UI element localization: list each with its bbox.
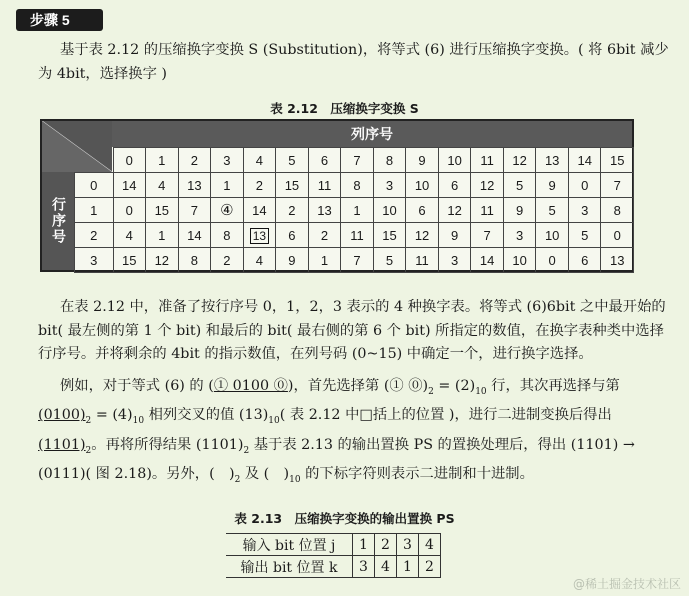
s-box-cell	[536, 198, 569, 223]
s-box-value: 10	[544, 227, 560, 243]
s-box-value: 14	[187, 227, 202, 243]
s-box-cell	[211, 173, 244, 198]
s-box-cell	[308, 198, 341, 223]
s-box-cell	[503, 198, 536, 223]
s-box-cell	[308, 223, 341, 248]
s-box-cell	[341, 223, 374, 248]
column-number: 15	[601, 148, 634, 173]
ps-value: 3	[353, 556, 375, 578]
s-box-cell	[146, 173, 179, 198]
s-box-value: 15	[382, 227, 397, 243]
s-box-cell	[146, 198, 179, 223]
s-box-value: 12	[154, 252, 170, 268]
s-box-cell	[568, 198, 601, 223]
s-box-cell	[341, 198, 374, 223]
s-box-value: 1	[353, 202, 361, 218]
s-box-value: 9	[516, 202, 524, 218]
s-box-value: 13	[610, 252, 625, 268]
s-box-value: 3	[516, 227, 524, 243]
s-box-value: 8	[613, 202, 621, 218]
s-box-value: 11	[480, 202, 494, 218]
s-box-cell	[113, 248, 146, 273]
s-box-cell	[276, 198, 309, 223]
s-box-value: 8	[190, 252, 198, 268]
s-box-cell	[341, 173, 374, 198]
s-box-cell	[178, 173, 211, 198]
column-number: 12	[503, 148, 536, 173]
s-box-cell	[406, 173, 439, 198]
s-box-cell	[471, 248, 504, 273]
s-box-value: 15	[122, 252, 137, 268]
s-box-cell	[503, 223, 536, 248]
s-box-value: 0	[581, 177, 589, 193]
column-header-band: 列序号	[112, 121, 632, 147]
step-badge: 步骤 5	[16, 9, 103, 31]
s-box-row	[75, 173, 634, 198]
s-box-cell	[146, 223, 179, 248]
row-header-band	[42, 172, 74, 270]
ex-i: ( 表 2.12 中□括上的位置 )，进行二进制变换后得出	[279, 407, 612, 424]
s-box-value: 13	[187, 177, 202, 193]
row-number: 2	[75, 223, 114, 248]
s-box-value: 6	[288, 227, 296, 243]
ps-value: 4	[419, 534, 441, 556]
s-box-cell	[308, 173, 341, 198]
s-box-value: ④	[220, 202, 234, 219]
s-box-cell	[308, 248, 341, 273]
column-number: 3	[211, 148, 244, 173]
ex-h: 相列交叉的值 (13)	[144, 407, 269, 424]
ex-sub: 10	[289, 474, 301, 485]
s-box-cell	[471, 198, 504, 223]
s-box-value: 6	[450, 177, 459, 193]
ps-value: 2	[375, 534, 397, 556]
s-box-value: 14	[122, 177, 137, 193]
ps-row-label: 输入 bit 位置 j	[226, 534, 353, 556]
s-box-cell	[243, 198, 276, 223]
s-box-cell	[536, 248, 569, 273]
s-box-value: 10	[414, 177, 430, 193]
s-box-value: 13	[317, 202, 332, 218]
s-box-cell	[243, 248, 276, 273]
s-box-value: 11	[415, 252, 429, 268]
explanation-paragraph: 在表 2.12 中，准备了按行序号 0，1，2，3 表示的 4 种换字表。将等式 (6)6bit 之中最开始的 bit( 最左侧的第 1 个 bit) 和最后的 bit( 最右侧的第 6 个 bit) 所指定的数值，在换字表种类中选择行序号。并将剩余的 4bit 的指示数值，在列号码 (0~15) 中确定一个，进行换字选择。	[38, 299, 666, 362]
watermark: @稀土掘金技术社区	[572, 577, 681, 591]
column-number: 10	[438, 148, 471, 173]
s-box-cell	[568, 173, 601, 198]
row-header-label: 行序号	[50, 197, 66, 245]
ex-b: ① 0100 ⓪	[213, 378, 288, 394]
s-box-value: 5	[548, 202, 556, 218]
ps-row	[226, 556, 441, 578]
s-box-cell	[211, 248, 244, 273]
s-box-value: 0	[125, 202, 133, 218]
s-box-value: 3	[385, 177, 394, 193]
s-box-value: 7	[613, 177, 621, 193]
grid-corner-cell	[75, 148, 114, 173]
s-box-value: 8	[223, 227, 231, 243]
example-paragraph	[38, 375, 670, 492]
ps-value: 1	[353, 534, 375, 556]
ex-sub: 10	[268, 416, 280, 427]
ex-n: 的下标字符则表示二进制和十进制。	[300, 466, 534, 483]
column-number: 5	[276, 148, 309, 173]
s-box-value: 0	[613, 227, 621, 243]
column-number: 8	[373, 148, 406, 173]
s-box-cell	[211, 198, 244, 223]
s-box-cell	[178, 223, 211, 248]
ex-a: 例如，对于等式 (6) 的 (	[60, 378, 214, 394]
s-box-value: 11	[350, 227, 364, 243]
s-box-cell	[211, 223, 244, 248]
s-box-grid	[74, 147, 634, 273]
s-box-value: 2	[320, 227, 329, 243]
s-box-value: 6	[581, 252, 589, 268]
ex-sub: 2	[85, 445, 92, 456]
ex-sub: 10	[132, 416, 145, 427]
row-number: 1	[75, 198, 114, 223]
ex-k: 。再将所得结果 (1101)	[91, 436, 244, 453]
ex-c: )，首先选择第 (① ⓪)	[287, 378, 429, 394]
s-box-cell	[438, 173, 471, 198]
s-box-row	[75, 198, 634, 223]
s-box-value: 0	[548, 252, 556, 268]
s-box-cell	[178, 198, 211, 223]
s-box-cell	[568, 223, 601, 248]
s-box-cell	[471, 223, 504, 248]
s-box-row	[75, 223, 634, 248]
column-number: 9	[406, 148, 439, 173]
s-box-cell	[503, 248, 536, 273]
s-box-cell	[276, 173, 309, 198]
s-box-cell	[373, 248, 406, 273]
ex-sub: 2	[234, 474, 241, 485]
s-box-cell	[341, 248, 374, 273]
s-box-cell	[536, 223, 569, 248]
ex-l: 基于表 2.13 的输出置换 PS 的置换处理后，得出 (1101) → (0111)( 图 2.18)。另外，( )	[38, 436, 635, 483]
s-box-cell	[601, 223, 634, 248]
s-box-value: 14	[252, 202, 267, 218]
s-box-value: 6	[418, 202, 426, 218]
s-box-cell	[438, 223, 471, 248]
s-box-cell	[276, 223, 309, 248]
s-box-value: 15	[154, 202, 170, 218]
ps-value: 4	[375, 556, 397, 578]
s-box-cell	[113, 198, 146, 223]
s-box-value: 12	[479, 177, 495, 193]
s-box-value: 7	[353, 252, 361, 268]
s-box-cell	[146, 248, 179, 273]
s-box-value: 5	[516, 177, 524, 193]
ex-sub: 2	[85, 416, 92, 427]
s-box-value: 2	[223, 252, 231, 268]
s-box-value: 11	[317, 177, 332, 193]
ex-sub: 2	[428, 386, 434, 397]
s-box-cell	[601, 173, 634, 198]
s-box-cell	[536, 173, 569, 198]
row-number: 0	[75, 173, 114, 198]
s-box-value: 12	[447, 202, 462, 218]
s-box-cell	[243, 173, 276, 198]
s-box-cell	[503, 173, 536, 198]
s-box-value: 4	[125, 227, 133, 243]
column-number: 4	[243, 148, 276, 173]
s-box-value: 1	[158, 227, 166, 243]
s-box-value: 3	[581, 202, 589, 218]
ps-permutation-table	[226, 533, 441, 578]
ex-j: (1101)	[38, 436, 86, 453]
s-box-cell	[276, 248, 309, 273]
ps-value: 3	[397, 534, 419, 556]
s-box-cell	[373, 173, 406, 198]
ps-row-label: 输出 bit 位置 k	[226, 556, 353, 578]
s-box-value: 10	[382, 202, 397, 218]
s-box-cell	[601, 198, 634, 223]
s-box-cell	[406, 198, 439, 223]
s-box-value: 2	[288, 202, 296, 218]
column-number: 2	[178, 148, 211, 173]
s-box-value: 4	[255, 252, 263, 268]
s-box-value: 12	[414, 227, 430, 243]
ps-value: 2	[419, 556, 441, 578]
ex-d: = (2)	[433, 378, 476, 394]
s-box-value: 4	[158, 177, 166, 193]
s-box-value: 9	[450, 227, 459, 243]
column-number: 7	[341, 148, 374, 173]
column-number: 6	[308, 148, 341, 173]
s-box-cell	[178, 248, 211, 273]
ex-e: 行，其次再选择与第	[486, 378, 620, 394]
ps-value: 1	[397, 556, 419, 578]
ex-m: 及 ( )	[240, 466, 290, 483]
s-box-cell	[438, 198, 471, 223]
s-box-value: 3	[450, 252, 459, 268]
s-box-cell	[568, 248, 601, 273]
s-box-value: 15	[284, 177, 300, 193]
s-box-cell	[438, 248, 471, 273]
s-box-value: 14	[479, 252, 495, 268]
table-2-13-caption: 表 2.13 压缩换字变换的输出置换 PS	[234, 511, 455, 526]
s-box-value: 2	[255, 177, 263, 193]
s-box-cell	[373, 223, 406, 248]
ex-g: = (4)	[91, 407, 133, 424]
s-box-cell	[373, 198, 406, 223]
s-box-value: 9	[548, 177, 556, 193]
column-number: 0	[113, 148, 146, 173]
column-number: 13	[536, 148, 569, 173]
s-box-cell	[113, 173, 146, 198]
column-number: 11	[471, 148, 504, 173]
s-box-value: 5	[385, 252, 394, 268]
ex-sub: 10	[475, 386, 487, 397]
s-box-value: 7	[190, 202, 198, 218]
s-box-row	[75, 248, 634, 273]
table-2-12-caption: 表 2.12 压缩换字变换 S	[270, 101, 419, 116]
s-box-value: 1	[223, 177, 231, 193]
s-box-value: 10	[512, 252, 527, 268]
s-box-value: 13	[250, 228, 269, 244]
column-number: 1	[146, 148, 179, 173]
s-box-cell	[243, 223, 276, 248]
s-box-cell	[113, 223, 146, 248]
ex-sub: 2	[243, 445, 250, 456]
s-box-value: 7	[483, 227, 491, 243]
s-box-table	[40, 119, 634, 272]
s-box-cell	[601, 248, 634, 273]
s-box-value: 1	[320, 252, 329, 268]
ps-row	[226, 534, 441, 556]
s-box-value: 9	[288, 252, 296, 268]
s-box-value: 5	[581, 227, 589, 243]
s-box-cell	[471, 173, 504, 198]
row-number: 3	[75, 248, 114, 273]
intro-paragraph: 基于表 2.12 的压缩换字变换 S (Substitution)，将等式 (6) 进行压缩换字变换。( 将 6bit 减少为 4bit，选择换字 )	[38, 42, 669, 82]
s-box-cell	[406, 248, 439, 273]
column-number: 14	[568, 148, 601, 173]
s-box-cell	[406, 223, 439, 248]
s-box-value: 8	[353, 177, 361, 193]
ex-f: (0100)	[38, 407, 86, 424]
